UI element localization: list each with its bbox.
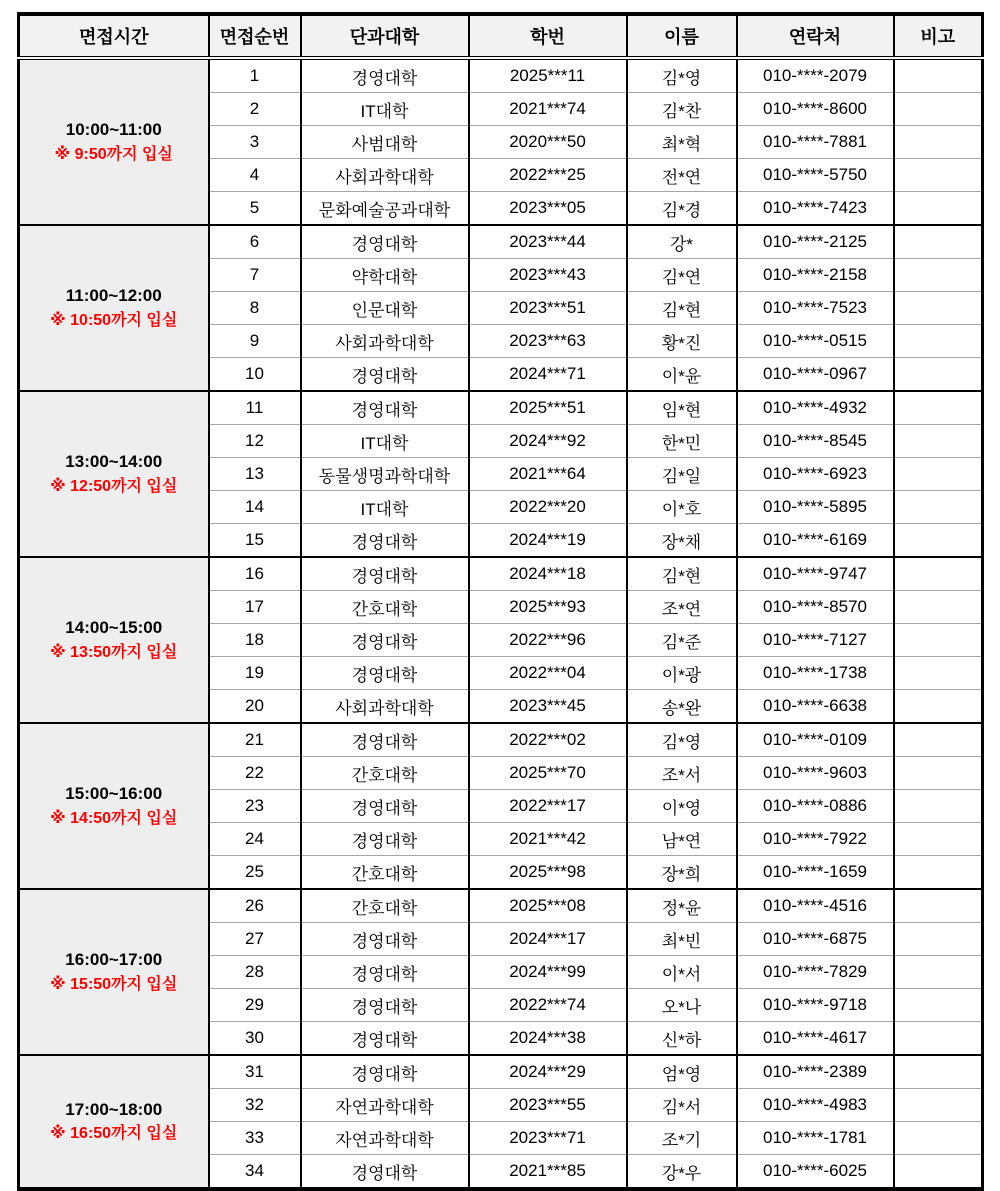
student-id-cell: 2023***51 [469,292,627,325]
college-cell: 간호대학 [301,591,469,624]
phone-cell: 010-****-0886 [737,790,894,823]
name-cell: 신*하 [627,1022,737,1056]
time-slot-cell [19,557,209,723]
remark-cell [894,1055,983,1089]
name-cell: 김*준 [627,624,737,657]
college-cell: 경영대학 [301,391,469,425]
name-cell: 한*민 [627,425,737,458]
student-id-cell: 2022***17 [469,790,627,823]
time-slot-cell [19,225,209,391]
name-cell: 황*진 [627,325,737,358]
order-cell: 6 [209,225,301,259]
name-cell: 최*혁 [627,126,737,159]
schedule-body [19,58,983,1189]
college-cell: 경영대학 [301,790,469,823]
college-cell: 경영대학 [301,58,469,93]
order-cell: 11 [209,391,301,425]
order-cell: 31 [209,1055,301,1089]
name-cell: 남*연 [627,823,737,856]
entry-deadline-note: ※ 10:50까지 입실 [50,311,178,329]
col-header-college: 단과대학 [301,14,469,58]
college-cell: 간호대학 [301,856,469,890]
phone-cell: 010-****-1781 [737,1122,894,1155]
time-range-label: 10:00~11:00 [65,120,162,140]
college-cell: 동물생명과학대학 [301,458,469,491]
order-cell: 7 [209,259,301,292]
college-cell: 경영대학 [301,225,469,259]
entry-deadline-note: ※ 16:50까지 입실 [50,1125,178,1143]
name-cell: 임*현 [627,391,737,425]
college-cell: 경영대학 [301,823,469,856]
remark-cell [894,757,983,790]
phone-cell: 010-****-9718 [737,989,894,1022]
remark-cell [894,159,983,192]
student-id-cell: 2022***25 [469,159,627,192]
order-cell: 2 [209,93,301,126]
phone-cell: 010-****-2125 [737,225,894,259]
student-id-cell: 2025***11 [469,58,627,93]
name-cell: 오*나 [627,989,737,1022]
name-cell: 김*찬 [627,93,737,126]
college-cell: 경영대학 [301,989,469,1022]
college-cell: 문화예술공과대학 [301,192,469,226]
remark-cell [894,491,983,524]
remark-cell [894,325,983,358]
college-cell: 사회과학대학 [301,159,469,192]
order-cell: 27 [209,923,301,956]
remark-cell [894,989,983,1022]
time-range-label: 15:00~16:00 [65,784,163,804]
table-row [19,1055,983,1089]
phone-cell: 010-****-5895 [737,491,894,524]
phone-cell: 010-****-1738 [737,657,894,690]
remark-cell [894,1022,983,1056]
name-cell: 김*연 [627,259,737,292]
student-id-cell: 2023***44 [469,225,627,259]
name-cell: 조*기 [627,1122,737,1155]
entry-deadline-note: ※ 14:50까지 입실 [50,809,178,827]
remark-cell [894,524,983,558]
remark-cell [894,790,983,823]
order-cell: 19 [209,657,301,690]
remark-cell [894,823,983,856]
table-row [19,723,983,757]
order-cell: 14 [209,491,301,524]
remark-cell [894,723,983,757]
name-cell: 강* [627,225,737,259]
remark-cell [894,259,983,292]
student-id-cell: 2024***19 [469,524,627,558]
student-id-cell: 2023***55 [469,1089,627,1122]
phone-cell: 010-****-8570 [737,591,894,624]
remark-cell [894,1089,983,1122]
order-cell: 32 [209,1089,301,1122]
order-cell: 23 [209,790,301,823]
phone-cell: 010-****-6169 [737,524,894,558]
college-cell: 약학대학 [301,259,469,292]
college-cell: IT대학 [301,491,469,524]
table-row [19,225,983,259]
student-id-cell: 2025***70 [469,757,627,790]
phone-cell: 010-****-8600 [737,93,894,126]
remark-cell [894,1122,983,1155]
phone-cell: 010-****-8545 [737,425,894,458]
student-id-cell: 2024***71 [469,358,627,392]
phone-cell: 010-****-6638 [737,690,894,724]
name-cell: 김*영 [627,58,737,93]
order-cell: 3 [209,126,301,159]
order-cell: 17 [209,591,301,624]
remark-cell [894,624,983,657]
student-id-cell: 2020***50 [469,126,627,159]
student-id-cell: 2025***08 [469,889,627,923]
phone-cell: 010-****-2389 [737,1055,894,1089]
remark-cell [894,192,983,226]
name-cell: 이*윤 [627,358,737,392]
order-cell: 28 [209,956,301,989]
name-cell: 이*서 [627,956,737,989]
student-id-cell: 2022***20 [469,491,627,524]
student-id-cell: 2024***92 [469,425,627,458]
college-cell: 경영대학 [301,524,469,558]
order-cell: 33 [209,1122,301,1155]
name-cell: 엄*영 [627,1055,737,1089]
phone-cell: 010-****-4983 [737,1089,894,1122]
order-cell: 20 [209,690,301,724]
college-cell: IT대학 [301,93,469,126]
table-row [19,557,983,591]
time-slot-cell [19,1055,209,1189]
college-cell: 경영대학 [301,1055,469,1089]
college-cell: 경영대학 [301,1022,469,1056]
phone-cell: 010-****-5750 [737,159,894,192]
phone-cell: 010-****-6923 [737,458,894,491]
student-id-cell: 2023***45 [469,690,627,724]
remark-cell [894,956,983,989]
phone-cell: 010-****-7829 [737,956,894,989]
name-cell: 김*현 [627,292,737,325]
order-cell: 26 [209,889,301,923]
remark-cell [894,58,983,93]
student-id-cell: 2022***96 [469,624,627,657]
name-cell: 김*영 [627,723,737,757]
order-cell: 29 [209,989,301,1022]
phone-cell: 010-****-7523 [737,292,894,325]
phone-cell: 010-****-4516 [737,889,894,923]
phone-cell: 010-****-0109 [737,723,894,757]
time-slot-cell [19,58,209,225]
phone-cell: 010-****-9747 [737,557,894,591]
remark-cell [894,889,983,923]
col-header-student-id: 학번 [469,14,627,58]
name-cell: 조*연 [627,591,737,624]
name-cell: 장*채 [627,524,737,558]
remark-cell [894,126,983,159]
interview-schedule-table [17,12,984,1191]
college-cell: IT대학 [301,425,469,458]
phone-cell: 010-****-7922 [737,823,894,856]
entry-deadline-note: ※ 12:50까지 입실 [50,477,178,495]
college-cell: 사회과학대학 [301,690,469,724]
order-cell: 8 [209,292,301,325]
college-cell: 인문대학 [301,292,469,325]
col-header-interview-time: 면접시간 [19,14,209,58]
time-slot-cell [19,723,209,889]
phone-cell: 010-****-7881 [737,126,894,159]
remark-cell [894,358,983,392]
student-id-cell: 2021***42 [469,823,627,856]
phone-cell: 010-****-9603 [737,757,894,790]
entry-deadline-note: ※ 9:50까지 입실 [54,145,173,163]
college-cell: 자연과학대학 [301,1089,469,1122]
phone-cell: 010-****-7423 [737,192,894,226]
phone-cell: 010-****-6875 [737,923,894,956]
student-id-cell: 2023***71 [469,1122,627,1155]
remark-cell [894,391,983,425]
remark-cell [894,1155,983,1190]
student-id-cell: 2022***02 [469,723,627,757]
remark-cell [894,557,983,591]
college-cell: 자연과학대학 [301,1122,469,1155]
time-slot-cell [19,889,209,1055]
name-cell: 김*경 [627,192,737,226]
time-range-label: 17:00~18:00 [65,1099,163,1119]
student-id-cell: 2025***93 [469,591,627,624]
order-cell: 1 [209,58,301,93]
entry-deadline-note: ※ 15:50까지 입실 [50,975,178,993]
time-range-label: 14:00~15:00 [65,618,163,638]
order-cell: 5 [209,192,301,226]
name-cell: 송*완 [627,690,737,724]
remark-cell [894,923,983,956]
table-row [19,889,983,923]
name-cell: 강*우 [627,1155,737,1190]
col-header-phone: 연락처 [737,14,894,58]
order-cell: 24 [209,823,301,856]
order-cell: 12 [209,425,301,458]
college-cell: 경영대학 [301,624,469,657]
phone-cell: 010-****-7127 [737,624,894,657]
order-cell: 15 [209,524,301,558]
remark-cell [894,856,983,890]
college-cell: 경영대학 [301,923,469,956]
remark-cell [894,690,983,724]
order-cell: 4 [209,159,301,192]
name-cell: 최*빈 [627,923,737,956]
order-cell: 30 [209,1022,301,1056]
remark-cell [894,292,983,325]
order-cell: 13 [209,458,301,491]
name-cell: 전*연 [627,159,737,192]
name-cell: 이*호 [627,491,737,524]
college-cell: 경영대학 [301,723,469,757]
college-cell: 경영대학 [301,557,469,591]
college-cell: 간호대학 [301,889,469,923]
name-cell: 조*서 [627,757,737,790]
student-id-cell: 2024***17 [469,923,627,956]
student-id-cell: 2024***18 [469,557,627,591]
name-cell: 김*현 [627,557,737,591]
order-cell: 10 [209,358,301,392]
college-cell: 경영대학 [301,657,469,690]
phone-cell: 010-****-1659 [737,856,894,890]
name-cell: 김*서 [627,1089,737,1122]
student-id-cell: 2025***51 [469,391,627,425]
order-cell: 21 [209,723,301,757]
remark-cell [894,458,983,491]
phone-cell: 010-****-4932 [737,391,894,425]
phone-cell: 010-****-2079 [737,58,894,93]
remark-cell [894,591,983,624]
time-slot-cell [19,391,209,557]
order-cell: 22 [209,757,301,790]
order-cell: 34 [209,1155,301,1190]
remark-cell [894,425,983,458]
college-cell: 간호대학 [301,757,469,790]
col-header-remark: 비고 [894,14,983,58]
order-cell: 18 [209,624,301,657]
order-cell: 9 [209,325,301,358]
student-id-cell: 2021***64 [469,458,627,491]
remark-cell [894,93,983,126]
table-row [19,58,983,93]
student-id-cell: 2023***43 [469,259,627,292]
student-id-cell: 2025***98 [469,856,627,890]
col-header-name: 이름 [627,14,737,58]
name-cell: 이*광 [627,657,737,690]
time-range-label: 16:00~17:00 [65,950,163,970]
student-id-cell: 2022***74 [469,989,627,1022]
college-cell: 경영대학 [301,358,469,392]
name-cell: 정*윤 [627,889,737,923]
time-range-label: 11:00~12:00 [65,286,162,306]
college-cell: 경영대학 [301,1155,469,1190]
phone-cell: 010-****-4617 [737,1022,894,1056]
student-id-cell: 2023***63 [469,325,627,358]
order-cell: 16 [209,557,301,591]
college-cell: 사회과학대학 [301,325,469,358]
entry-deadline-note: ※ 13:50까지 입실 [50,643,178,661]
college-cell: 경영대학 [301,956,469,989]
table-row [19,391,983,425]
student-id-cell: 2024***38 [469,1022,627,1056]
phone-cell: 010-****-0515 [737,325,894,358]
student-id-cell: 2022***04 [469,657,627,690]
student-id-cell: 2023***05 [469,192,627,226]
remark-cell [894,657,983,690]
col-header-interview-order: 면접순번 [209,14,301,58]
student-id-cell: 2024***29 [469,1055,627,1089]
name-cell: 장*희 [627,856,737,890]
student-id-cell: 2021***85 [469,1155,627,1190]
order-cell: 25 [209,856,301,890]
phone-cell: 010-****-2158 [737,259,894,292]
remark-cell [894,225,983,259]
header-row [19,14,983,58]
name-cell: 이*영 [627,790,737,823]
college-cell: 사범대학 [301,126,469,159]
phone-cell: 010-****-0967 [737,358,894,392]
time-range-label: 13:00~14:00 [65,452,163,472]
name-cell: 김*일 [627,458,737,491]
student-id-cell: 2024***99 [469,956,627,989]
student-id-cell: 2021***74 [469,93,627,126]
phone-cell: 010-****-6025 [737,1155,894,1190]
